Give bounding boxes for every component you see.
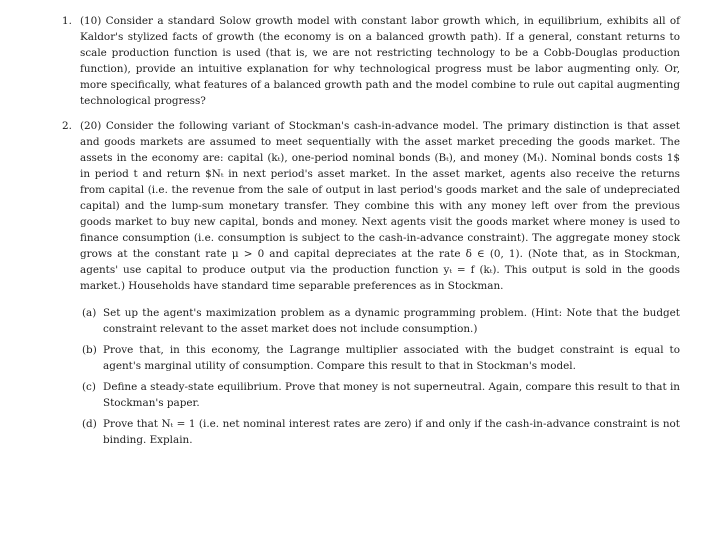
- problem-2: [40, 119, 690, 294]
- part-d-text: Prove that Nₜ = 1 (i.e. net nominal interest rates are zero) if and only if the cash-in-advance constraint is not binding. Explain.: [103, 417, 680, 446]
- part-d: [82, 417, 680, 449]
- part-a: [82, 306, 680, 338]
- document-page: [40, 10, 690, 540]
- part-c: [82, 380, 680, 412]
- part-d-label: (d): [82, 417, 97, 430]
- part-a-text: Set up the agent's maximization problem as a dynamic programming problem. (Hint: Note that the budget constraint relevant to the asset market does not include consumption.): [103, 307, 680, 336]
- problem-2-number: 2.: [62, 120, 72, 133]
- part-c-label: (c): [82, 381, 96, 394]
- problem-2-parts: [82, 306, 680, 448]
- part-b-text: Prove that, in this economy, the Lagrange multiplier associated with the budget constraint is equal to agent's marginal utility of consumption. Compare this result to that in Stockman's model.: [103, 344, 680, 373]
- problem-1: [40, 14, 690, 109]
- part-a-label: (a): [82, 307, 97, 320]
- problem-2-text: (20) Consider the following variant of Stockman's cash-in-advance model. The primary distinction is that asset and goods markets are assumed to meet sequentially with the asset market preceding the goods market. The assets in the economy are: capital (kₜ), one-period nominal bonds (Bₜ), and money (Mₜ). Nominal bonds costs 1$ in period t and return $Nₜ in next period's asset market. In the asset market, agents also receive the returns from capital (i.e. the revenue from the sale of output in last period's goods market and the sale of undepreciated capital) and the lump-sum monetary transfer. They combine this with any money left over from the previous goods market to buy new capital, bonds and money. Next agents visit the goods market where money is used to finance consumption (i.e. consumption is subject to the cash-in-advance constraint). The aggregate money stock grows at the constant rate μ > 0 and capital depreciates at the rate δ ∈ (0, 1). (Note that, as in Stockman, agents' use capital to produce output via the production function yₜ = f (kₜ). This output is sold in the goods market.) Households have standard time separable preferences as in Stockman.: [80, 120, 680, 292]
- part-b: [82, 343, 680, 375]
- problem-1-number: 1.: [62, 15, 72, 27]
- part-c-text: Define a steady-state equilibrium. Prove that money is not superneutral. Again, compare this result to that in Stockman's paper.: [103, 381, 680, 409]
- part-b-label: (b): [82, 344, 97, 357]
- problem-1-text: (10) Consider a standard Solow growth model with constant labor growth which, in equilibrium, exhibits all of Kaldor's stylized facts of growth (the economy is on a balanced growth path). If a general, constant returns to scale production function is used (that is, we are not restricting technology to be a Cobb-Douglas production function), provide an intuitive explanation for why technological progress must be labor augmenting only. Or, more specifically, what features of a balanced growth path and the model combine to rule out capital augmenting technological progress?: [80, 15, 680, 107]
